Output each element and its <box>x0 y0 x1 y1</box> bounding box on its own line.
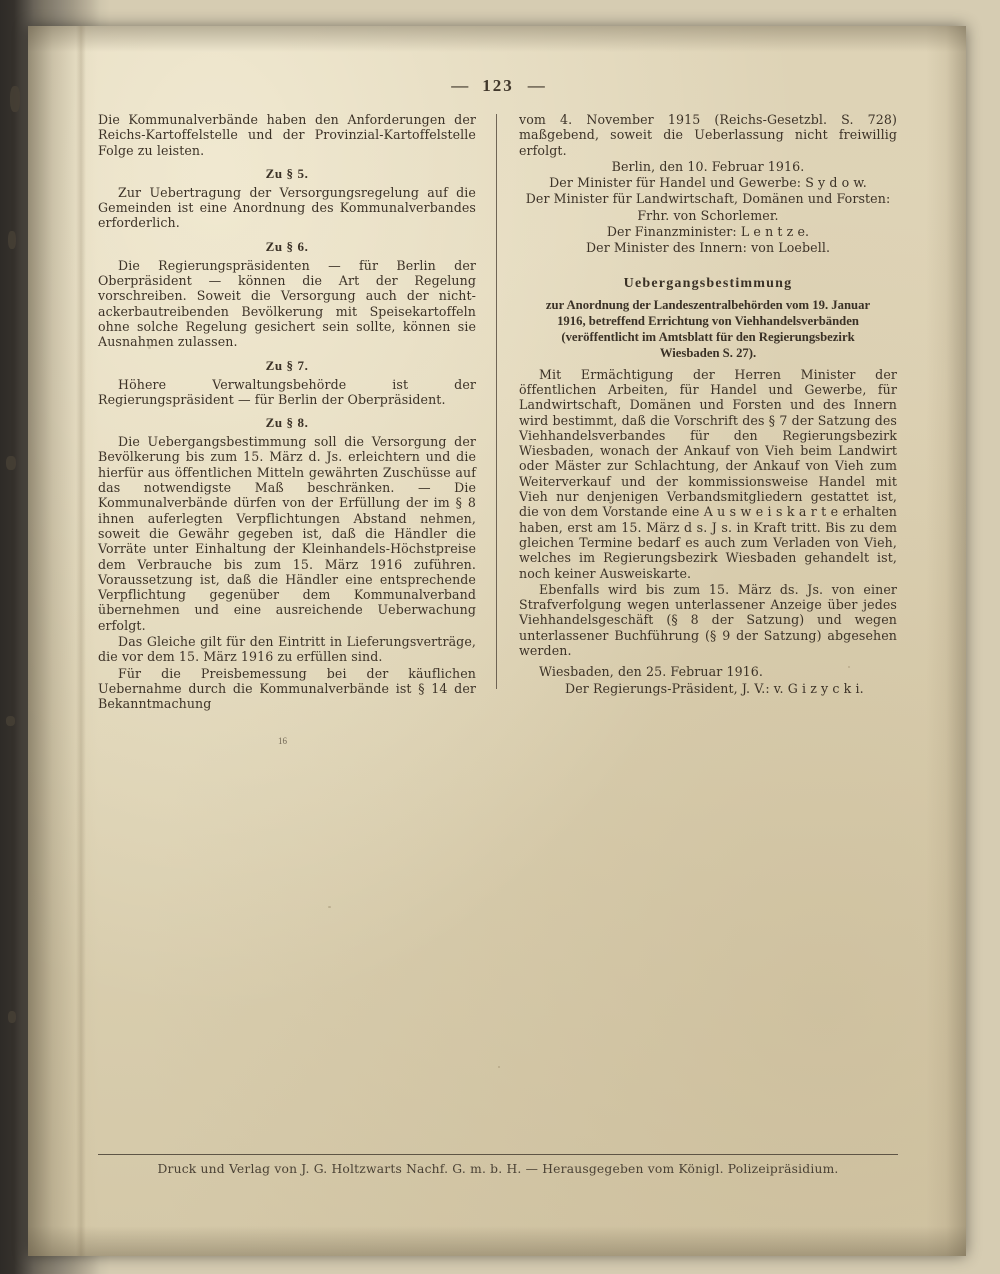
edge-mark <box>6 456 16 470</box>
right-edge-shadow <box>926 26 966 1256</box>
paragraph: vom 4. November 1915 (Reichs-Gesetzbl. S. 728) maßgebend, soweit die Ueberlassung nicht freiwillig erfolgt. <box>519 112 897 158</box>
folio-dash-right: — <box>527 76 545 95</box>
notice-subtitle-line: 1916, betreffend Errichtung von Viehhandelsverbänden <box>557 313 859 328</box>
left-column <box>98 112 496 713</box>
signature-line: Der Minister für Landwirtschaft, Domänen und Forsten: <box>525 191 891 207</box>
signature-line: Der Finanzminister: L e n t z e. <box>606 224 810 240</box>
right-column <box>497 112 897 697</box>
paper-crease <box>76 26 86 1256</box>
section-heading-zu6: Zu § 6. <box>265 238 309 254</box>
footer-divider <box>98 1154 898 1155</box>
notice-subtitle-line: Wiesbaden S. 27). <box>659 345 757 360</box>
notice-subtitle-line: zur Anordnung der Landeszentralbehörden vom 19. Januar <box>545 297 871 312</box>
paragraph: Das Gleiche gilt für den Eintritt in Lieferungsverträge, die vor dem 15. März 1916 zu erfüllen sind. <box>98 634 476 665</box>
signature-line: Der Minister des Innern: von Loebell. <box>585 240 831 256</box>
edge-mark <box>8 1011 16 1023</box>
notice-title: Uebergangsbestimmung <box>623 275 793 291</box>
section-heading-zu7: Zu § 7. <box>265 357 309 373</box>
place-date: Wiesbaden, den 25. Februar 1916. <box>539 664 764 680</box>
section-heading-zu5: Zu § 5. <box>265 165 309 181</box>
section-heading-zu8: Zu § 8. <box>265 415 309 431</box>
notice-heading <box>519 276 897 361</box>
paragraph: Die Regierungspräsidenten — für Berlin der Oberpräsident — können die Art der Regelung vorschreiben. Soweit die Versorgung auch der nicht-ackerbautreibenden Bevölkerung mit Speisekartoffeln ohne solche Regelung gesichert sein sollte, können sie Ausnahmen zulassen. <box>98 257 476 350</box>
imprint-line: Druck und Verlag von J. G. Holtzwarts Nachf. G. m. b. H. — Herausgegeben vom Königl. Polizeipräsidium. <box>157 1162 839 1176</box>
bottom-edge-shadow <box>28 1226 966 1256</box>
signature-line: Berlin, den 10. Februar 1916. <box>611 158 805 174</box>
paragraph: Ebenfalls wird bis zum 15. März ds. Js. von einer Strafverfolgung wegen unterlassener Anzeige über jedes Viehhandelsgeschäft (§ 8 der Satzung) und wegen unterlassener Buchführung (§ 9 der Satzung) abgesehen werden. <box>519 581 897 659</box>
edge-mark <box>8 231 16 249</box>
paragraph: Höhere Verwaltungsbehörde ist der Regierungspräsident — für Berlin der Oberpräsident. <box>98 376 476 407</box>
paper-speck <box>328 906 331 908</box>
two-column-layout <box>98 112 898 713</box>
page-folio <box>98 76 898 96</box>
stray-ink-mark: 16 <box>278 736 287 746</box>
binding-shadow <box>28 26 98 1256</box>
folio-dash-left: — <box>451 76 469 95</box>
notice-subtitle-line: (veröffentlicht im Amtsblatt für den Regierungsbezirk <box>561 329 855 344</box>
folio-number: 123 <box>482 76 514 95</box>
paragraph: Zur Uebertragung der Versorgungsregelung auf die Gemeinden ist eine Anordnung des Kommunalverbandes erforderlich. <box>98 184 476 231</box>
paragraph: Für die Preisbemessung bei der käuflichen Uebernahme durch die Kommunalverbände ist § 14 der Bekanntmachung <box>98 665 476 712</box>
paper-speck <box>498 1066 500 1068</box>
paper-sheet <box>28 26 966 1256</box>
signature-line: Frhr. von Schorlemer. <box>637 207 779 223</box>
notice-signature: Der Regierungs-Präsident, J. V.: v. G i z y c k i. <box>565 680 864 696</box>
page-content <box>98 76 898 746</box>
paragraph: Mit Ermächtigung der Herren Minister der öffentlichen Arbeiten, für Handel und Gewerbe, für Landwirtschaft, Domänen und Forsten und des Innern wird bestimmt, daß die Vorschrift des § 7 der Satzung des Viehhandelsverbandes für den Regierungsbezirk Wiesbaden, wonach der Ankauf von Vieh beim Landwirt oder Mäster zur Schlachtung, der Ankauf von Vieh zum Weiterverkauf und der kommissionsweise Handel mit Vieh nur denjenigen Verbandsmitgliedern gestattet ist, die von dem Vorstande eine A u s w e i s k a r t e erhalten haben, erst am 15. März d s. J s. in Kraft tritt. Bis zu dem gleichen Termine bedarf es auch zum Verladen von Vieh, welches im Regierungsbezirk Wiesbaden gehandelt ist, noch keiner Ausweiskarte. <box>519 366 897 581</box>
paragraph: Die Kommunalverbände haben den Anforderungen der Reichs-Kartoffelstelle und der Provinzial-Kartoffelstelle Folge zu leisten. <box>98 112 476 158</box>
paragraph: Die Uebergangsbestimmung soll die Versorgung der Bevölkerung bis zum 15. März d. Js. erleichtern und die hierfür aus öffentlichen Mitteln gewährten Zuschüsse auf das notwendigste Maß beschränken. — Die Kommunalverbände dürfen von der Erfüllung der im § 8 ihnen auferlegten Verpflichtungen Abstand nehmen, soweit die Gewähr gegeben ist, daß die Händler die Vorräte unter Einhaltung der Kleinhandels-Höchstpreise dem Verbrauche bis zum 15. März 1916 zuführen. Voraussetzung ist, daß die Händler eine entsprechende Verpflichtung gegenüber dem Kommunalverband übernehmen und eine ausreichende Ueberwachung erfolgt. <box>98 434 476 633</box>
edge-mark <box>10 86 20 112</box>
top-edge-shadow <box>28 26 966 52</box>
signature-line: Der Minister für Handel und Gewerbe: S y d o w. <box>549 175 867 191</box>
edge-mark <box>6 716 15 726</box>
